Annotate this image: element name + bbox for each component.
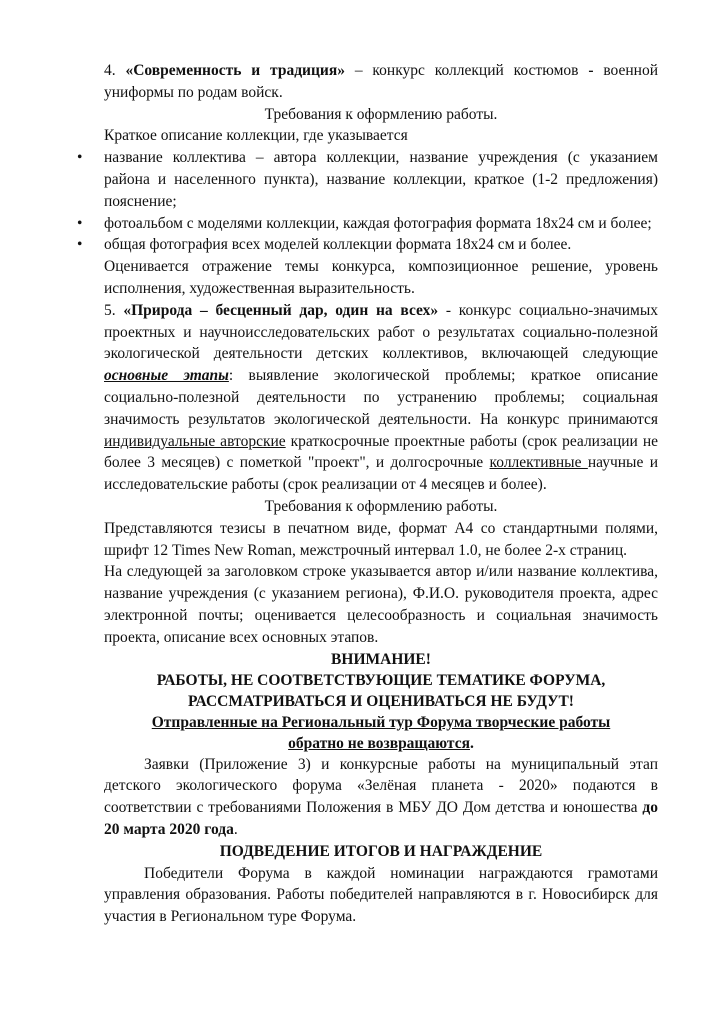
warning-title: ВНИМАНИЕ! bbox=[331, 650, 431, 668]
results-title: ПОДВЕДЕНИЕ ИТОГОВ И НАГРАЖДЕНИЕ bbox=[219, 842, 543, 860]
item-5-requirements-2: На следующей за заголовком строке указывается автор и/или название коллектива, название учреждения (с указанием региона), Ф.И.О. руководителя проекта, адрес электронной почты; оценивается целесообразность и социальная значимость проекта, описание всех основных этапов. bbox=[104, 563, 658, 646]
item-4-text-2: военной униформы по родам войск. bbox=[104, 62, 659, 101]
item-4-number: 4. bbox=[104, 62, 126, 79]
results-text: Победители Форума в каждой номинации награждаются грамотами управления образования. Работы победителей направляются в г. Новосибирск для участия в Региональном туре Форума. bbox=[104, 864, 658, 926]
warning-block bbox=[104, 649, 658, 754]
item-4-requirements-title: Требования к оформлению работы. bbox=[264, 105, 498, 123]
item-5-text-2: : выявление экологической проблемы; краткое описание социально-полезной деятельности по устранению проблемы; социальная значимость результатов экологической деятельности. На конкурс принимаются bbox=[104, 367, 658, 428]
item-5-title: «Природа – бесценный дар, один на всех» bbox=[123, 301, 439, 319]
applications-deadline: до 20 марта 2020 года bbox=[104, 799, 658, 838]
applications-end: . bbox=[233, 820, 238, 838]
warning-note-2-line bbox=[104, 733, 658, 754]
item-5-requirements-1: Представляются тезисы в печатном виде, формат А4 со стандартными полями, шрифт 12 Times New Roman, межстрочный интервал 1.0, не более 2-х страниц. bbox=[104, 519, 658, 559]
warning-note-2: обратно не возвращаются bbox=[288, 734, 470, 752]
item-4-title: «Современность и традиция» bbox=[125, 62, 345, 79]
applications-text: Заявки (Приложение 3) и конкурсные работы на муниципальный этап детского экологического форума «Зелёная планета - 2020» подаются в соответствии с требованиями Положения в МБУ ДО Дом детства и юношества bbox=[104, 755, 658, 817]
item-4-text: – конкурс коллекций костюмов bbox=[344, 62, 589, 79]
list-item: • общая фотография всех моделей коллекции формата 18х24 см и более. bbox=[104, 234, 658, 256]
item-4-paragraph bbox=[104, 60, 658, 104]
warning-note-1: Отправленные на Региональный тур Форума творческие работы bbox=[151, 713, 611, 731]
item-5-stages: основные этапы bbox=[104, 367, 229, 385]
item-5-text-4: научные и исследовательские работы (срок реализации от 4 месяцев и более). bbox=[104, 454, 658, 494]
item-5-individual: индивидуальные авторские bbox=[104, 432, 286, 450]
item-4-requirements-intro: Краткое описание коллекции, где указывается bbox=[104, 127, 408, 145]
item-5-text-1: - конкурс социально-значимых проектных и научноисследовательских работ о результатах социально-полезной экологической деятельности детских коллективов, включающей следующие bbox=[104, 301, 658, 363]
item-5-paragraph bbox=[104, 300, 658, 496]
item-5-collective: коллективные bbox=[489, 454, 588, 472]
applications-paragraph bbox=[104, 754, 658, 841]
item-5-text-3: краткосрочные проектные работы (срок реализации не более 3 месяцев) с пометкой "проект", и долгосрочные bbox=[104, 432, 658, 472]
item-5-requirements-title: Требования к оформлению работы. bbox=[264, 497, 498, 515]
list-item: • фотоальбом с моделями коллекции, каждая фотография формата 18х24 см и более; bbox=[104, 213, 658, 235]
item-4-evaluation: Оценивается отражение темы конкурса, композиционное решение, уровень исполнения, художественная выразительность. bbox=[104, 258, 658, 297]
warning-line-1: РАБОТЫ, НЕ СООТВЕТСТВУЮЩИЕ ТЕМАТИКЕ ФОРУМА, bbox=[156, 671, 606, 689]
item-4-requirements-list bbox=[104, 147, 658, 256]
warning-note-2-end: . bbox=[469, 734, 474, 752]
warning-line-2: РАССМАТРИВАТЬСЯ И ОЦЕНИВАТЬСЯ НЕ БУДУТ! bbox=[188, 692, 574, 710]
list-item: • название коллектива – автора коллекции, название учреждения (с указанием района и населенного пункта), название коллекции, краткое (1-2 предложения) пояснение; bbox=[104, 147, 658, 212]
item-4-dash: - bbox=[588, 62, 594, 79]
item-5-number: 5. bbox=[104, 301, 124, 319]
